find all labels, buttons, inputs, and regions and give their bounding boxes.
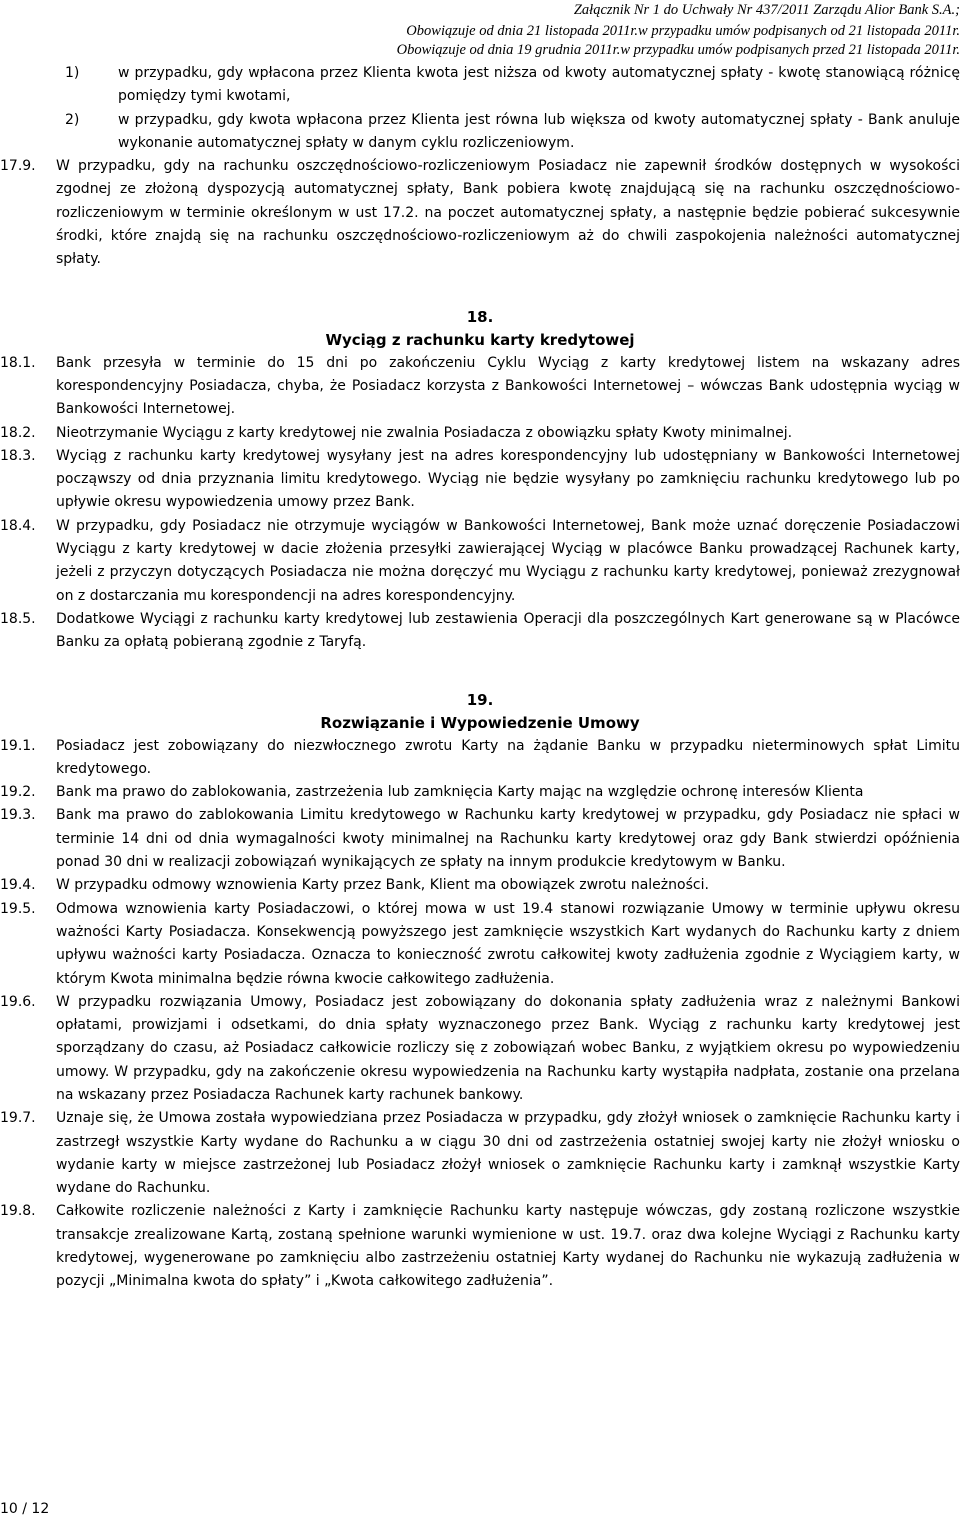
list-item: [25, 62, 960, 109]
paragraph-number: 19.6.: [0, 993, 36, 1010]
paragraph-19-5: [0, 898, 960, 991]
paragraph-number: 19.3.: [0, 807, 36, 824]
paragraph-19-1: [0, 735, 960, 782]
list-item-text: w przypadku, gdy kwota wpłacona przez Klienta jest równa lub większa od kwoty automatycznej spłaty - Bank anuluje wykonanie automatycznej spłaty w danym cyklu rozliczeniowym.: [118, 111, 960, 151]
paragraph-text: Bank ma prawo do zablokowania Limitu kredytowego w Rachunku karty kredytowej w przypadku, gdy Posiadacz nie spłaci w terminie 14 dni od dnia wymagalności kwoty minimalnej na Rachunku karty kredytowej oraz gdy Bank stwierdzi opóźnienia ponad 30 dni w realizacji zobowiązań wynikających ze spłaty na innym produkcie kredytowym w Banku.: [56, 807, 960, 871]
paragraph-18-1: [0, 352, 960, 422]
section-19-title: Rozwiązanie i Wypowiedzenie Umowy: [320, 713, 640, 732]
paragraph-number: 18.4.: [0, 517, 36, 534]
document-header: [0, 0, 960, 61]
paragraph-number: 19.8.: [0, 1203, 36, 1220]
list-item-number: 2): [65, 111, 80, 128]
paragraph-text: W przypadku, gdy Posiadacz nie otrzymuje wyciągów w Bankowości Internetowej, Bank może uznać doręczenie Posiadaczowi Wyciągu z karty kredytowej w dacie złożenia przesyłki zawierającej Wyciąg w placówce Banku prowadzącej Rachunek karty, jeżeli z przyczyn dotyczących Posiadacza nie można doręczyć mu Wyciągu z rachunku karty kredytowej, ponieważ zrezygnował on z dostarczania mu korespondencji na adres korespondencyjny.: [56, 517, 960, 604]
paragraph-19-7: [0, 1107, 960, 1200]
paragraph-19-3: [0, 804, 960, 874]
paragraph-text: Uznaje się, że Umowa została wypowiedziana przez Posiadacza w przypadku, gdy złożył wniosek o zamknięcie Rachunku karty i zastrzegł wszystkie Karty wydane do Rachunku a w ciągu 30 dni od zastrzeżenia ostatniej swojej karty nie złożył wniosku o wydanie karty w miejsce zastrzeżonej lub Posiadacz złożył wniosek o zamknięcie Rachunku karty i zamknął wszystkie Karty wydane do Rachunku.: [56, 1110, 960, 1197]
paragraph-number: 19.2.: [0, 784, 36, 801]
section-19-number: 19.: [466, 690, 494, 709]
header-validity-line-1: Obowiązuje od dnia 21 listopada 2011r.w przypadku umów podpisanych od 21 listopada 2011r.: [406, 23, 960, 39]
paragraph-19-4: [0, 874, 960, 897]
paragraph-text: Bank przesyła w terminie do 15 dni po zakończeniu Cyklu Wyciąg z karty kredytowej listem na wskazany adres korespondencyjny Posiadacza, chyba, że Posiadacz korzysta z Bankowości Internetowej – wówczas Bank udostępnia wyciąg w Bankowości Internetowej.: [56, 354, 960, 418]
paragraph-18-4: [0, 515, 960, 608]
header-annex-line: Załącznik Nr 1 do Uchwały Nr 437/2011 Zarządu Alior Bank S.A.;: [573, 2, 960, 18]
paragraph-number: 18.5.: [0, 610, 36, 627]
paragraph-text: Nieotrzymanie Wyciągu z karty kredytowej nie zwalnia Posiadacza z obowiązku spłaty Kwoty minimalnej.: [56, 424, 793, 441]
document-body: [0, 62, 960, 1294]
paragraph-number: 19.1.: [0, 737, 36, 754]
paragraph-number: 19.5.: [0, 900, 36, 917]
paragraph-number: 19.4.: [0, 877, 36, 894]
page-number: 10 / 12: [0, 1501, 50, 1517]
paragraph-18-2: [0, 422, 960, 445]
list-item-number: 1): [65, 65, 80, 81]
section-18-number: 18.: [466, 307, 494, 326]
paragraph-19-6: [0, 991, 960, 1107]
paragraph-text: Całkowite rozliczenie należności z Karty i zamknięcie Rachunku karty następuje wówczas, gdy zostaną rozliczone wszystkie transakcje zrealizowane Kartą, zostaną spełnione warunki wymienione w ust. 19.7. oraz dwa kolejne Wyciągi z Rachunku karty kredytowej, wygenerowane po zamknięciu albo zastrzeżeniu ostatniej Karty wydanej do Rachunku nie wykazują zadłużenia w pozycji „Minimalna kwota do spłaty” i „Kwota całkowitego zadłużenia”.: [56, 1203, 960, 1290]
paragraph-number: 19.7.: [0, 1110, 36, 1127]
list-item: [25, 109, 960, 156]
paragraph-text: Dodatkowe Wyciągi z rachunku karty kredytowej lub zestawienia Operacji dla poszczególnych Kart generowane są w Placówce Banku za opłatą pobieraną zgodnie z Taryfą.: [56, 610, 960, 651]
paragraph-text: Bank ma prawo do zablokowania, zastrzeżenia lub zamknięcia Karty mając na względzie ochronę interesów Klienta: [56, 784, 864, 801]
paragraph-text: Wyciąg z rachunku karty kredytowej wysyłany jest na adres korespondencyjny lub udostępniany w Bankowości Internetowej począwszy od dnia przyznania limitu kredytowego. Wyciąg nie będzie wysyłany po zamknięciu rachunku kredytowego lub po upływie okresu wypowiedzenia umowy przez Bank.: [56, 447, 960, 511]
paragraph-number: 17.9.: [0, 158, 36, 175]
paragraph-17-9: [0, 155, 960, 271]
paragraph-text: Posiadacz jest zobowiązany do niezwłocznego zwrotu Karty na żądanie Banku w przypadku nieterminowych spłat Limitu kredytowego.: [56, 737, 960, 777]
paragraph-number: 18.3.: [0, 447, 36, 464]
paragraph-number: 18.1.: [0, 354, 36, 371]
paragraph-text: W przypadku, gdy na rachunku oszczędnościowo-rozliczeniowym Posiadacz nie zapewnił środków dostępnych w wysokości zgodnej ze złożoną dyspozycją automatycznej spłaty, Bank pobiera kwotę znajdującą się na rachunku oszczędnościowo-rozliczeniowym w terminie określonym w ust 17.2. na poczet automatycznej spłaty, a następnie będzie pobierać sukcesywnie środki, które znajdą się na rachunku oszczędnościowo-rozliczeniowym aż do chwili zaspokojenia należności automatycznej spłaty.: [56, 158, 960, 268]
paragraph-number: 18.2.: [0, 424, 36, 441]
header-validity-line-2: Obowiązuje od dnia 19 grudnia 2011r.w przypadku umów podpisanych przed 21 listopada 2011r.: [396, 42, 960, 58]
paragraph-18-3: [0, 445, 960, 515]
paragraph-text: W przypadku rozwiązania Umowy, Posiadacz jest zobowiązany do dokonania spłaty zadłużenia wraz z należnymi Bankowi opłatami, prowizjami i odsetkami, do dnia spłaty wyznaczonego przez Bank. Wyciąg z rachunku karty kredytowej jest sporządzany do czasu, aż Posiadacz całkowicie rozliczy się z zobowiązań wobec Banku, z wyjątkiem okresu po wypowiedzeniu umowy. W przypadku, gdy na zakończenie okresu wypowiedzenia na Rachunku karty wystąpiła nadpłata, zostanie ona przelana na wskazany przez Posiadacza Rachunek karty rachunek bankowy.: [56, 993, 960, 1103]
paragraph-text: W przypadku odmowy wznowienia Karty przez Bank, Klient ma obowiązek zwrotu należności.: [56, 877, 709, 894]
paragraph-18-5: [0, 608, 960, 655]
paragraph-19-8: [0, 1200, 960, 1293]
paragraph-text: Odmowa wznowienia karty Posiadaczowi, o której mowa w ust 19.4 stanowi rozwiązanie Umowy w terminie upływu okresu ważności Karty Posiadacza. Konsekwencją powyższego jest zamknięcie wszystkich Kart wydanych do Rachunku karty z dniem upływu ważności karty Posiadacza. Oznacza to konieczność zwrotu całkowitej kwoty zadłużenia zgodnie z Wyciągiem karty, w którym Kwota minimalna będzie równa kwocie całkowitego zadłużenia.: [56, 900, 960, 987]
list-item-text: w przypadku, gdy wpłacona przez Klienta kwota jest niższa od kwoty automatycznej spłaty - kwotę stanowiącą różnicę pomiędzy tymi kwotami,: [118, 65, 960, 105]
section-18-title: Wyciąg z rachunku karty kredytowej: [325, 330, 635, 349]
paragraph-19-2: [0, 781, 960, 804]
